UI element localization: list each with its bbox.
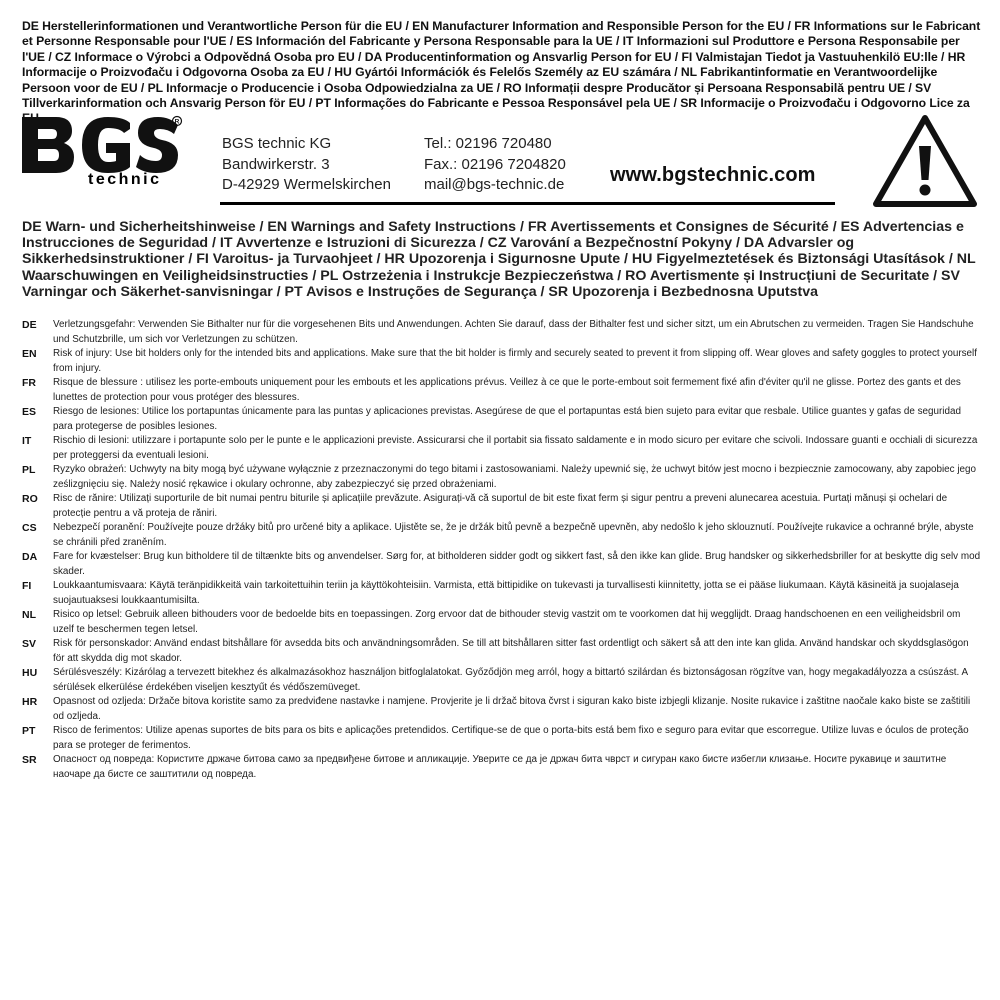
instruction-text: Opasnost od ozljeda: Držače bitova koristite samo za predviđene nastavke i namjene. Provjerite je li držač bitova čvrst i siguran kako biste izbjegli klizanje. Nosite rukavice i zaštitne naočale kako biste se zaštitili od ozljeda.	[53, 696, 971, 722]
instruction-fi	[22, 579, 982, 608]
header-divider	[220, 202, 835, 205]
instruction-en	[22, 347, 982, 376]
safety-instructions-heading: DE Warn- und Sicherheitshinweise / EN Warnings and Safety Instructions / FR Avertissements et Consignes de Sécurité / ES Advertencias e Instrucciones de Seguridad / IT Avvertenze e Istruzioni di Sicurezza / CZ Varování a Bezpečnostní Pokyny / DA Advarsler og Sikkerhedsinstruktioner / FI Varoitus- ja Turvaohjeet / HR Upozorenja i Sigurnosne Upute / HU Figyelmeztetések és Biztonsági Utasítások / NL Waarschuwingen en Veiligheidsinstructies / PL Ostrzeżenia i Instrukcje Bezpieczeństwa / RO Avertismente și Instrucțiuni de Securitate / SV Varningar och Säkerhet-sanvisningar / PT Avisos e Instruções de Segurança / SR Upozorenja i Bezbednosna Uputstva	[22, 219, 976, 300]
company-city: D-42929 Wermelskirchen	[222, 176, 391, 193]
instruction-text: Fare for kvæstelser: Brug kun bitholdere til de tiltænkte bits og anvendelser. Sørg for, at bitholderen sidder godt og sikkert fast, så den ikke kan glide. Brug handsker og sikkerhedsbriller for at beskytte dig selv mod skader.	[53, 551, 981, 577]
language-code: ES	[22, 406, 37, 418]
instruction-da	[22, 550, 982, 579]
language-code: SV	[22, 638, 37, 650]
language-code: FI	[22, 580, 32, 592]
language-code: NL	[22, 609, 36, 621]
language-code: HR	[22, 696, 38, 708]
instruction-pt	[22, 724, 982, 753]
logo-subtitle: technic	[88, 171, 162, 188]
instruction-ro	[22, 492, 982, 521]
language-code: EN	[22, 348, 37, 360]
language-code: PT	[22, 725, 36, 737]
company-street: Bandwirkerstr. 3	[222, 155, 330, 173]
instruction-text: Risque de blessure : utilisez les porte-embouts uniquement pour les embouts et les applications prévus. Veillez à ce que le porte-embout soit fermement fixé afin d'éviter qu'il ne glisse. Portez des gants et des lunettes de protection pour vous protéger des blessures.	[53, 377, 961, 403]
instruction-text: Ryzyko obrażeń: Uchwyty na bity mogą być używane wyłącznie z przeznaczonymi do tego bitami i zastosowaniami. Należy upewnić się, że uchwyt bitów jest mocno i bezpiecznie zamocowany, aby zapobiec jego ześlizgnięciu się. Należy nosić rękawice i okulary ochronne, aby zabezpieczyć się przed obrażeniami.	[53, 464, 977, 490]
company-name: BGS technic KG	[222, 135, 332, 152]
instruction-text: Nebezpečí poranění: Používejte pouze držáky bitů pro určené bity a aplikace. Ujistěte se, že je držák bitů pevně a bezpečně upevněn, aby nedošlo k jeho sklouznutí. Používejte rukavice a ochranné brýle, abyste se chránili před zraněním.	[53, 522, 974, 548]
contact-mail[interactable]: mail@bgs-technic.de	[424, 176, 565, 193]
language-code: DA	[22, 551, 38, 563]
instruction-pl	[22, 463, 982, 492]
instruction-text: Risk of injury: Use bit holders only for the intended bits and applications. Make sure that the bit holder is firmly and securely seated to prevent it from slipping off. Wear gloves and safety goggles to protect yourself from injury.	[53, 348, 977, 374]
website-link[interactable]: www.bgstechnic.com	[610, 164, 816, 186]
instruction-es	[22, 405, 982, 434]
instruction-text: Опасност од повреда: Користите држаче битова само за предвиђене битове и апликације. Уверите се да је држач бита чврст и сигуран како бисте избегли клизање. Носите рукавице и заштитне наочаре да бисте се заштитили од повреда.	[53, 754, 947, 780]
language-code: PL	[22, 464, 36, 476]
language-code: DE	[22, 319, 37, 331]
instruction-hu	[22, 666, 982, 695]
company-address	[222, 134, 391, 196]
instruction-text: Risk för personskador: Använd endast bitshållare för avsedda bits och användningsområden. Se till att bitshållaren sitter fast ordentligt och säkert så att den inte kan glida. Använd handskar och skyddsglasögon för att skydda dig mot skador.	[53, 638, 969, 664]
instruction-nl	[22, 608, 982, 637]
safety-instructions-list	[22, 318, 982, 782]
contact-fax: Fax.: 02196 7204820	[424, 155, 566, 173]
language-code: CS	[22, 522, 37, 534]
contact-tel: Tel.: 02196 720480	[424, 135, 552, 152]
manufacturer-info-heading: DE Herstellerinformationen und Verantwortliche Person für die EU / EN Manufacturer Information and Responsible Person for the EU / FR Informations sur le Fabricant et Personne Responsable pour l'UE / ES Información del Fabricante y Persona Responsable para la UE / IT Informazioni sul Produttore e Persona Responsabile per l'UE / CZ Informace o Výrobci a Odpovědná Osoba pro EU / DA Producentinformation og Ansvarlig Person for EU / FI Valmistajan Tiedot ja Vastuuhenkilö EU:lle / HR Informacije o Proizvođaču i Odgovorna Osoba za EU / HU Gyártói Információk és Felelős Személy az EU számára / NL Fabrikantinformatie en Verantwoordelijke Persoon voor de EU / PL Informacje o Producencie i Osoba Odpowiedzialna za UE / RO Informații despre Producător și Persoana Responsabilă pentru UE / SV Tillverkarinformation och Ansvarig Person för EU / PT Informações do Fabricante e Pessoa Responsável pela UE / SR Informacije o Proizvođaču i Odgovorno Lice za	[22, 19, 981, 111]
bgs-logo-mark	[20, 115, 185, 175]
instruction-sr	[22, 753, 982, 782]
instruction-text: Risco de ferimentos: Utilize apenas suportes de bits para os bits e aplicações pretendidos. Certifique-se de que o porta-bits está bem fixo e seguro para evitar que escorregue. Utilize luvas e óculos de proteção para se proteger de ferimentos.	[53, 725, 969, 751]
instruction-it	[22, 434, 982, 463]
instruction-de	[22, 318, 982, 347]
instruction-hr	[22, 695, 982, 724]
language-code: RO	[22, 493, 38, 505]
instruction-fr	[22, 376, 982, 405]
instruction-cs	[22, 521, 982, 550]
warning-triangle-icon	[872, 114, 978, 208]
language-code: HU	[22, 667, 38, 679]
instruction-text: Rischio di lesioni: utilizzare i portapunte solo per le punte e le applicazioni previste. Assicurarsi che il portabit sia fissato saldamente e in modo sicuro per evitare che scivoli. Indossare guanti e occhiali di sicurezza per proteggersi da eventuali lesioni.	[53, 435, 978, 461]
instruction-text: Riesgo de lesiones: Utilice los portapuntas únicamente para las puntas y aplicaciones previstas. Asegúrese de que el portapuntas está bien sujeto para evitar que resbale. Utilice guantes y gafas de seguridad para protegerse de posibles lesiones.	[53, 406, 961, 432]
instruction-text: Verletzungsgefahr: Verwenden Sie Bithalter nur für die vorgesehenen Bits und Anwendungen. Achten Sie darauf, dass der Bithalter fest und sicher sitzt, um ein Abrutschen zu vermeiden. Tragen Sie Handschuhe und Schutzbrille, um sich vor Verletzungen zu schützen.	[53, 319, 974, 345]
bgs-logo	[20, 115, 185, 195]
language-code: IT	[22, 435, 32, 447]
instruction-text: Risico op letsel: Gebruik alleen bithouders voor de bedoelde bits en toepassingen. Zorg ervoor dat de bithouder stevig vastzit om te voorkomen dat hij wegglijdt. Draag handschoenen en een veiligheidsbril om uzelf te beschermen tegen letsel.	[53, 609, 961, 635]
company-contact	[424, 134, 566, 196]
svg-text:R: R	[174, 118, 180, 126]
instruction-text: Sérülésveszély: Kizárólag a tervezett bitekhez és alkalmazásokhoz használjon bitfoglalatokat. Győződjön meg arról, hogy a bittartó szilárdan és biztonságosan rögzítve van, hogy megakadályozza a csúszást. A sérülések elkerülése érdekében viseljen kesztyűt és védőszemüveget.	[53, 667, 968, 693]
instruction-text: Loukkaantumisvaara: Käytä teränpidikkeitä vain tarkoitettuihin teriin ja käyttökohteisiin. Varmista, että bittipidike on tukevasti ja turvallisesti kiinnitetty, jotta se ei pääse liukumaan. Käytä käsineitä ja suojalaseja suojautuaksesi loukkaantumisilta.	[53, 580, 959, 606]
language-code: FR	[22, 377, 36, 389]
instruction-text: Risc de rănire: Utilizați suporturile de bit numai pentru biturile și aplicațiile prevăzute. Asigurați-vă că suportul de bit este fixat ferm și sigur pentru a preveni alunecarea acestuia. Purtați mănuși și ochelari de protecție pentru a vă proteja de răniri.	[53, 493, 948, 519]
instruction-sv	[22, 637, 982, 666]
language-code: SR	[22, 754, 37, 766]
